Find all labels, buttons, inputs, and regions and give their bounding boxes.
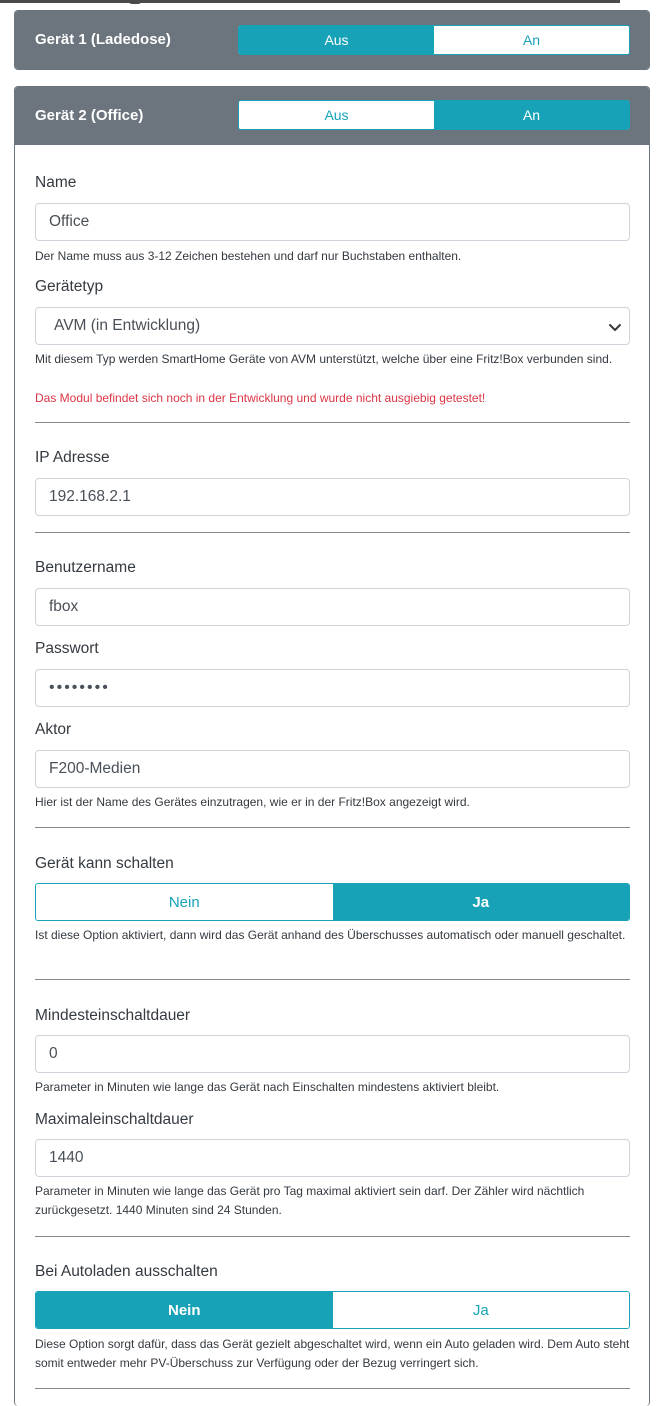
actor-input[interactable]: F200-Medien bbox=[35, 750, 630, 788]
actor-label: Aktor bbox=[35, 721, 72, 738]
auto-off-toggle bbox=[35, 1291, 630, 1329]
top-fragment bbox=[128, 0, 142, 4]
device-2-header[interactable] bbox=[15, 87, 649, 145]
top-edge bbox=[0, 0, 660, 6]
name-input[interactable]: Office bbox=[35, 203, 630, 241]
divider bbox=[35, 532, 630, 533]
device-2-toggle bbox=[238, 100, 630, 130]
name-label: Name bbox=[35, 174, 77, 191]
device-1-on-button[interactable]: An bbox=[434, 26, 629, 54]
ip-input[interactable]: 192.168.2.1 bbox=[35, 478, 630, 516]
password-label: Passwort bbox=[35, 640, 99, 657]
can-switch-help: Ist diese Option aktiviert, dann wird das Gerät anhand des Überschusses automatisch oder manuell geschaltet. bbox=[35, 928, 626, 942]
auto-off-no-button[interactable]: Nein bbox=[36, 1292, 333, 1328]
chevron-down-icon bbox=[607, 319, 623, 335]
device-1-header[interactable] bbox=[15, 11, 649, 69]
top-border bbox=[0, 0, 620, 3]
can-switch-toggle bbox=[35, 883, 630, 921]
type-select[interactable] bbox=[35, 307, 630, 345]
divider bbox=[35, 827, 630, 828]
auto-off-label: Bei Autoladen ausschalten bbox=[35, 1263, 218, 1280]
ip-label: IP Adresse bbox=[35, 449, 110, 466]
type-select-value: AVM (in Entwicklung) bbox=[54, 317, 201, 334]
max-on-help: Parameter in Minuten wie lange das Gerät pro Tag maximal aktiviert sein darf. Der Zähler wird nächtlich zurückgesetzt. 1440 Minuten sind 24 Stunden. bbox=[35, 1184, 585, 1217]
device-2-off-button[interactable]: Aus bbox=[239, 101, 434, 129]
min-on-input[interactable]: 0 bbox=[35, 1035, 630, 1073]
device-1-off-button[interactable]: Aus bbox=[239, 26, 434, 54]
auto-off-yes-button[interactable]: Ja bbox=[333, 1292, 630, 1328]
device-2-on-button[interactable]: An bbox=[434, 101, 629, 129]
device-2-title: Gerät 2 (Office) bbox=[35, 107, 144, 124]
actor-help: Hier ist der Name des Gerätes einzutragen, wie er in der Fritz!Box angezeigt wird. bbox=[35, 795, 470, 809]
min-on-label: Mindesteinschaltdauer bbox=[35, 1007, 191, 1024]
type-label: Gerätetyp bbox=[35, 278, 104, 295]
min-on-help: Parameter in Minuten wie lange das Gerät nach Einschalten mindestens aktiviert bleibt. bbox=[35, 1080, 500, 1094]
device-2-card bbox=[14, 86, 650, 1406]
can-switch-label: Gerät kann schalten bbox=[35, 855, 174, 872]
type-warning: Das Modul befindet sich noch in der Entwicklung und wurde nicht ausgiebig getestet! bbox=[35, 391, 486, 405]
device-1-card bbox=[14, 10, 650, 70]
type-help: Mit diesem Typ werden SmartHome Geräte von AVM unterstützt, welche über eine Fritz!Box verbunden sind. bbox=[35, 352, 613, 366]
max-on-input[interactable]: 1440 bbox=[35, 1139, 630, 1177]
divider bbox=[35, 1236, 630, 1237]
divider bbox=[35, 422, 630, 423]
divider bbox=[35, 1388, 630, 1389]
can-switch-no-button[interactable]: Nein bbox=[36, 884, 333, 920]
device-1-title: Gerät 1 (Ladedose) bbox=[35, 31, 171, 48]
auto-off-help: Diese Option sorgt dafür, dass das Gerät gezielt abgeschaltet wird, wenn ein Auto geladen wird. Dem Auto steht somit entweder mehr PV-Überschuss zur Verfügung oder der Bezug verringert sich. bbox=[35, 1337, 630, 1370]
username-input[interactable]: fbox bbox=[35, 588, 630, 626]
max-on-label: Maximaleinschaltdauer bbox=[35, 1111, 194, 1128]
can-switch-yes-button[interactable]: Ja bbox=[333, 884, 630, 920]
username-label: Benutzername bbox=[35, 559, 136, 576]
name-help: Der Name muss aus 3-12 Zeichen bestehen und darf nur Buchstaben enthalten. bbox=[35, 249, 462, 263]
password-input[interactable]: •••••••• bbox=[35, 669, 630, 707]
device-1-toggle bbox=[238, 25, 630, 55]
divider bbox=[35, 979, 630, 980]
